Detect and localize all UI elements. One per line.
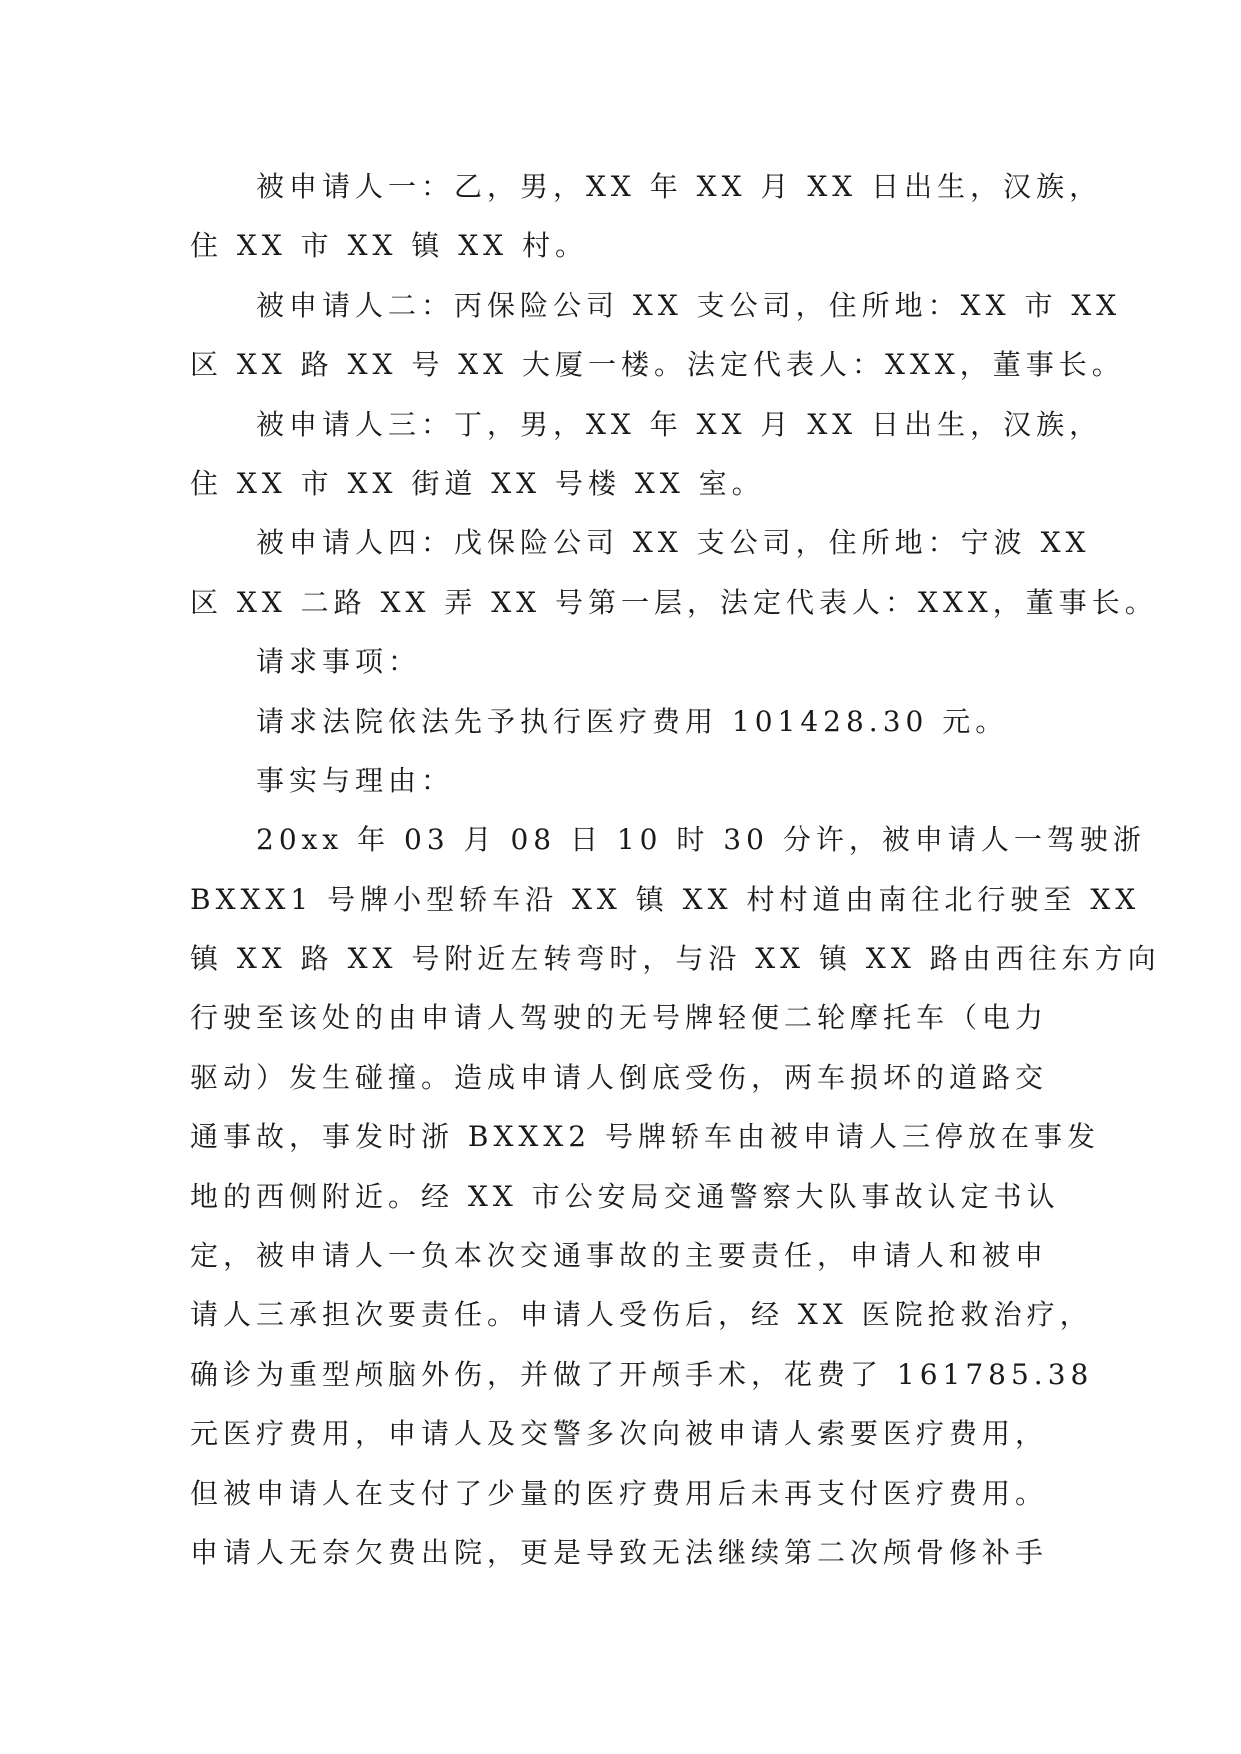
text-line: 但被申请人在支付了少量的医疗费用后未再支付医疗费用。 (190, 1476, 1049, 1510)
text-line: 区 XX 二路 XX 弄 XX 号第一层，法定代表人：XXX，董事长。 (190, 585, 1158, 619)
text-line: 驱动）发生碰撞。造成申请人倒底受伤，两车损坏的道路交 (190, 1060, 1049, 1094)
text-line: 申请人无奈欠费出院，更是导致无法继续第二次颅骨修补手 (190, 1535, 1049, 1569)
text-line: 通事故，事发时浙 BXXX2 号牌轿车由被申请人三停放在事发 (190, 1120, 1100, 1154)
section-heading: 请求事项： (256, 645, 422, 679)
text-line: 元医疗费用，申请人及交警多次向被申请人索要医疗费用， (190, 1417, 1049, 1451)
text-line: 住 XX 市 XX 镇 XX 村。 (190, 229, 589, 263)
text-line: 被申请人一：乙，男，XX 年 XX 月 XX 日出生，汉族， (256, 170, 1103, 203)
text-line: 被申请人二：丙保险公司 XX 支公司，住所地：XX 市 XX (256, 288, 1122, 322)
text-line: 区 XX 路 XX 号 XX 大厦一楼。法定代表人：XXX，董事长。 (190, 348, 1125, 382)
text-line: 行驶至该处的由申请人驾驶的无号牌轻便二轮摩托车（电力 (190, 1001, 1049, 1035)
text-line: 镇 XX 路 XX 号附近左转弯时，与沿 XX 镇 XX 路由西往东方向 (190, 942, 1161, 976)
text-line: 被申请人四：戊保险公司 XX 支公司，住所地：宁波 XX (256, 526, 1091, 560)
text-line: 请求法院依法先予执行医疗费用 101428.30 元。 (256, 704, 1009, 738)
text-line: BXXX1 号牌小型轿车沿 XX 镇 XX 村村道由南往北行驶至 XX (190, 882, 1141, 916)
text-line: 住 XX 市 XX 街道 XX 号楼 XX 室。 (190, 466, 765, 500)
section-heading: 事实与理由： (256, 763, 455, 797)
text-line: 请人三承担次要责任。申请人受伤后，经 XX 医院抢救治疗， (190, 1298, 1093, 1332)
text-line: 20xx 年 03 月 08 日 10 时 30 分许，被申请人一驾驶浙 (256, 823, 1146, 857)
text-line: 被申请人三：丁，男，XX 年 XX 月 XX 日出生，汉族， (256, 407, 1103, 441)
text-line: 地的西侧附近。经 XX 市公安局交通警察大队事故认定书认 (190, 1179, 1060, 1213)
document-body (190, 157, 1161, 1582)
text-line: 确诊为重型颅脑外伤，并做了开颅手术，花费了 161785.38 (190, 1357, 1094, 1391)
text-line: 定，被申请人一负本次交通事故的主要责任，申请人和被申 (190, 1239, 1049, 1273)
